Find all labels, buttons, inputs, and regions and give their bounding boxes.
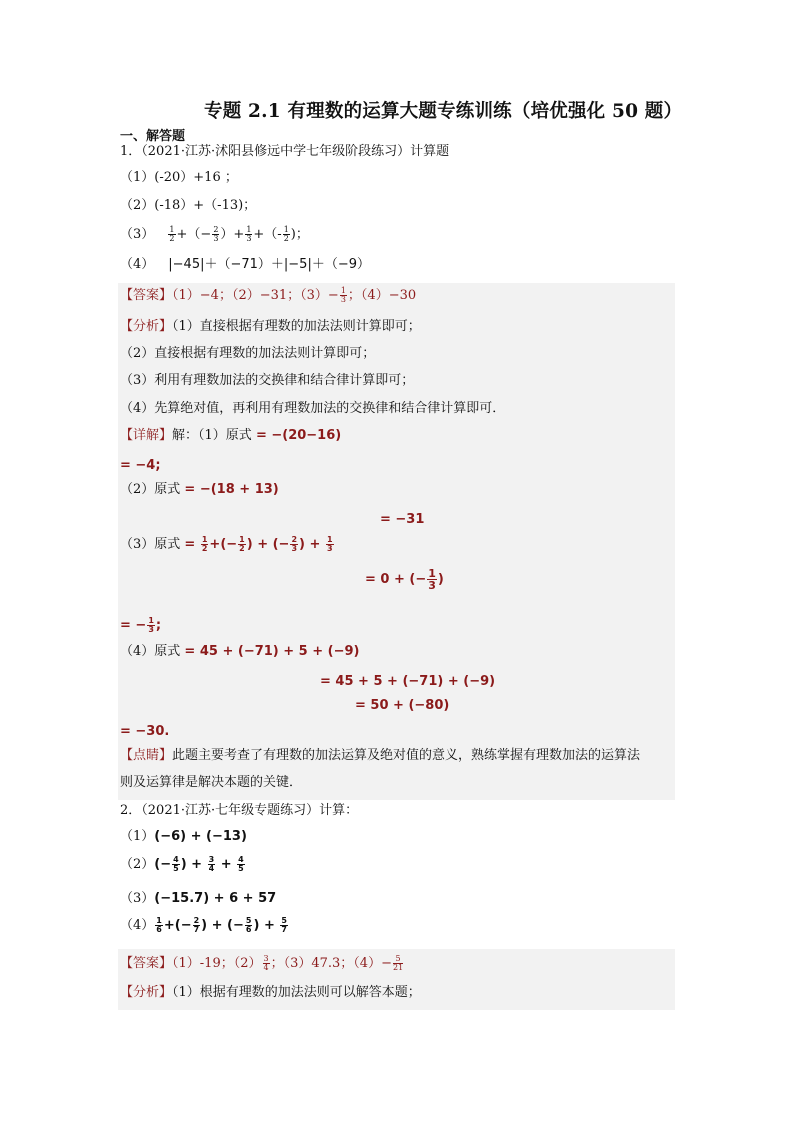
q1-detail-9: = 45 + 5 + (−71) + (−9) bbox=[320, 674, 496, 689]
q1-analysis-1: 【分析】（1）直接根据有理数的加法法则计算即可； bbox=[120, 319, 421, 334]
page-title: 专题 2.1 有理数的运算大题专练训练（培优强化 50 题） bbox=[204, 101, 683, 122]
answer-tag: 【答案】 bbox=[120, 288, 173, 303]
q2-part2: （2）(− $\frac{4}{5}$ ) + $\frac{3}{4}$ + $\frac{4}{5}$ bbox=[120, 855, 244, 873]
q2-part3: （3）(−15.7) + 6 + 57 bbox=[120, 891, 277, 906]
q1-detail-6: = 0 + (− $\frac{1}{3}$ ) bbox=[365, 567, 444, 592]
q1-detail-8: （4）原式 = 45 + (−71) + 5 + (−9) bbox=[120, 644, 360, 659]
analysis-tag: 【分析】 bbox=[120, 319, 173, 334]
q2-part4: （4） $\frac{1}{6}$ +(− $\frac{2}{7}$ ) + (− $\frac{5}{6}$ ) + $\frac{5}{7}$ bbox=[120, 916, 287, 934]
q1-answer: 【答案】（1）−4；（2）−31；（3）− $\frac{1}{3}$ ；（4）−30 bbox=[120, 286, 417, 304]
section-heading: 一、解答题 bbox=[120, 129, 186, 144]
q2-answer: 【答案】（1）-19；（2） $\frac{3}{4}$ ；（3）47.3；（4）− $\frac{5}{21}$ bbox=[120, 954, 404, 972]
detail-tag: 【详解】 bbox=[120, 428, 173, 443]
q1-part2: （2）(-18）+（-13)； bbox=[120, 198, 257, 213]
q1-comment-1: 【点睛】此题主要考查了有理数的加法运算及绝对值的意义，熟练掌握有理数加法的运算法 bbox=[120, 748, 641, 763]
q1-detail-1: 【详解】解：（1）原式 = −(20−16) bbox=[120, 428, 342, 443]
q1-detail-3: （2）原式 = −(18 + 13) bbox=[120, 482, 279, 497]
q1-part1: （1）(-20）+16 ； bbox=[120, 170, 238, 185]
q1-part3: （3） $\frac{1}{2}$ +（− $\frac{2}{3}$ ）+ $\frac{1}{3}$ +（- $\frac{1}{2}$ )； bbox=[120, 225, 309, 243]
q2-header: 2．（2021·江苏·七年级专题练习）计算： bbox=[120, 803, 359, 818]
q1-analysis-4: （4）先算绝对值，再利用有理数加法的交换律和结合律计算即可． bbox=[120, 401, 506, 416]
q2-analysis-1: 【分析】（1）根据有理数的加法法则可以解答本题； bbox=[120, 985, 421, 1000]
q1-part4: （4） |−45|＋（−71）＋|−5|＋（−9） bbox=[120, 257, 370, 272]
q1-analysis-2: （2）直接根据有理数的加法法则计算即可； bbox=[120, 346, 376, 361]
q1-analysis-3: （3）利用有理数加法的交换律和结合律计算即可； bbox=[120, 373, 415, 388]
q2-part1: （1）(−6) + (−13) bbox=[120, 829, 247, 844]
q1-detail-7: = − $\frac{1}{3}$ ; bbox=[120, 616, 162, 634]
q1-detail-2: = −4; bbox=[120, 458, 161, 473]
q1-detail-4: = −31 bbox=[380, 512, 425, 527]
q1-detail-5: （3）原式 = $\frac{1}{2}$ +(− $\frac{1}{2}$ ) + (− $\frac{2}{3}$ ) + $\frac{1}{3}$ bbox=[120, 535, 333, 553]
q1-detail-11: = −30. bbox=[120, 724, 170, 739]
q1-header: 1．（2021·江苏·沭阳县修远中学七年级阶段练习）计算题 bbox=[120, 144, 450, 159]
q1-detail-10: = 50 + (−80) bbox=[355, 698, 450, 713]
q1-comment-2: 则及运算律是解决本题的关键． bbox=[120, 775, 303, 790]
comment-tag: 【点睛】 bbox=[120, 748, 173, 763]
